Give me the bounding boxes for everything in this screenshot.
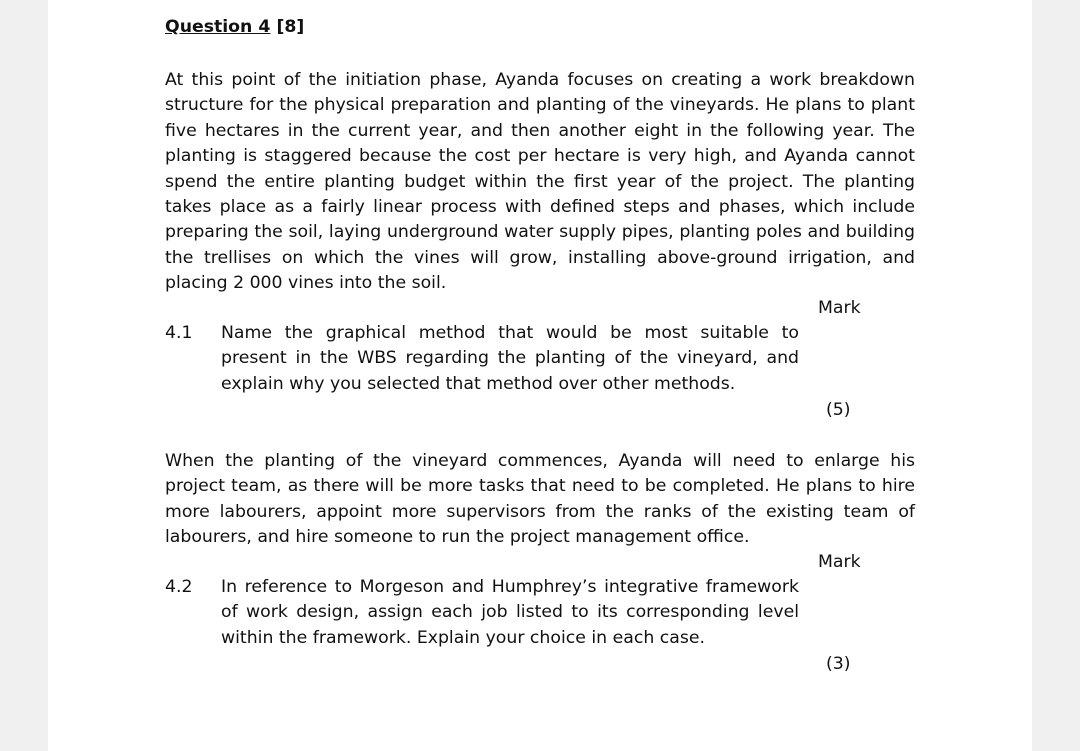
question-marks-4-2: (3) xyxy=(826,654,851,674)
second-paragraph: When the planting of the vineyard commences, Ayanda will need to enlarge his project team, as there will be more tasks that need to be completed. He plans to hire more labourers, appoint more supervisors from the ranks of the existing team of labourers, and hire someone to run the project management office. xyxy=(165,451,915,548)
question-text-4-1: Name the graphical method that would be most suitable to present in the WBS regarding the planting of the vineyard, and explain why you selected that method over other methods. xyxy=(221,323,799,394)
intro-paragraph: At this point of the initiation phase, Ayanda focuses on creating a work breakdown structure for the physical preparation and planting of the vineyards. He plans to plant five hectares in the current year, and then another eight in the following year. The planting is staggered because the cost per hectare is very high, and Ayanda cannot spend the entire planting budget within the first year of the project. The planting takes place as a fairly linear process with defined steps and phases, which include preparing the soil, laying underground water supply pipes, planting poles and building the trellises on which the vines will grow, installing above-ground irrigation, and placing 2 000 vines into the soil. xyxy=(165,70,915,294)
question-text-4-2: In reference to Morgeson and Humphrey’s integrative framework of work design, assign each job listed to its corresponding level within the framework. Explain your choice in each case. xyxy=(221,577,799,648)
question-total-marks: [8] xyxy=(276,17,305,37)
question-number-4-2: 4.2 xyxy=(165,577,193,597)
mark-column-header: Mark xyxy=(818,298,861,318)
question-label: Question 4 xyxy=(165,17,271,37)
question-marks-4-1: (5) xyxy=(826,400,851,420)
question-title xyxy=(165,15,304,40)
question-number-4-1: 4.1 xyxy=(165,323,193,343)
document-page xyxy=(48,0,1032,751)
mark-column-header-2: Mark xyxy=(818,552,861,572)
